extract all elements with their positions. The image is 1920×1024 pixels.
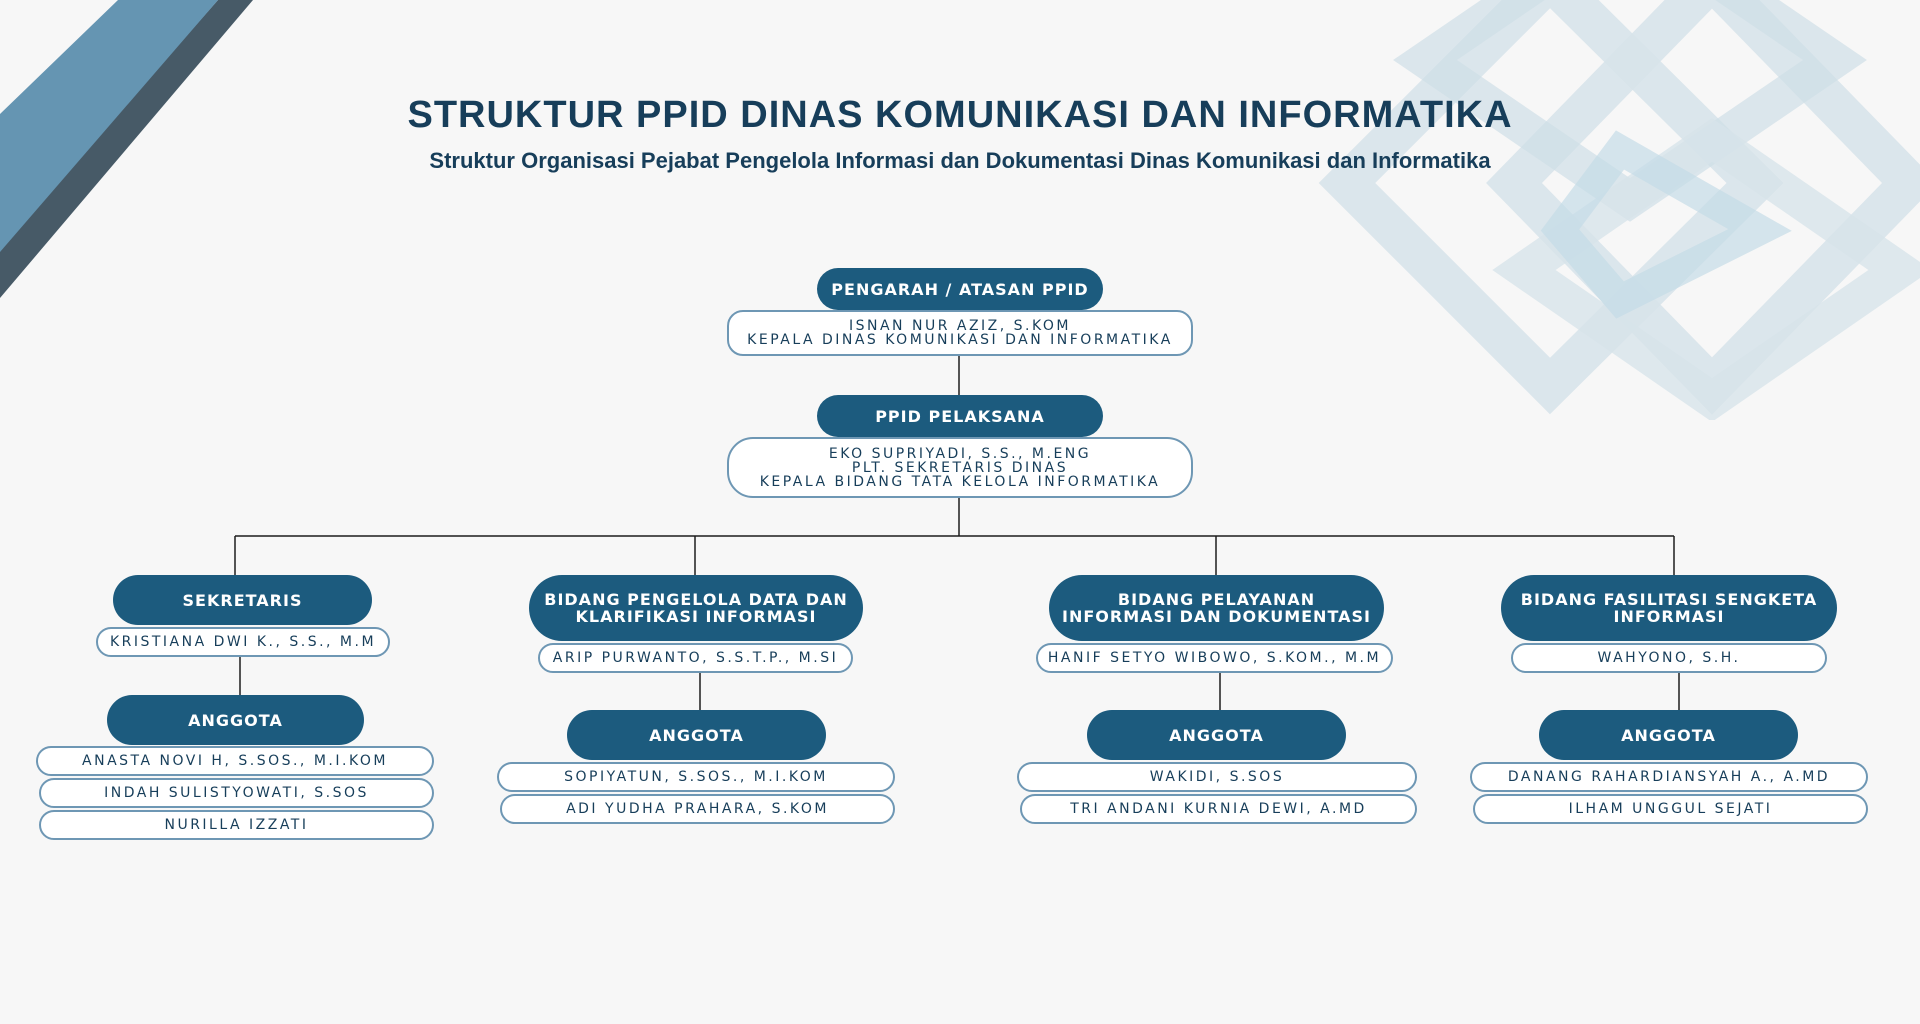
division-pelayanan-head: HANIF SETYO WIBOWO, S.KOM., M.M (1036, 643, 1393, 673)
pelaksana-box (727, 437, 1193, 498)
division-pengelola-data-members-label: ANGGOTA (567, 710, 826, 760)
pengarah-label: PENGARAH / ATASAN PPID (817, 268, 1103, 310)
division-sekretaris-member: INDAH SULISTYOWATI, S.SOS (39, 778, 434, 808)
division-sekretaris-head: KRISTIANA DWI K., S.S., M.M (96, 627, 390, 657)
division-sekretaris-member: NURILLA IZZATI (39, 810, 434, 840)
page-subtitle: Struktur Organisasi Pejabat Pengelola Informasi dan Dokumentasi Dinas Komunikasi dan Informatika (429, 148, 1491, 173)
pelaksana-position-2: KEPALA BIDANG TATA KELOLA INFORMATIKA (759, 473, 1161, 490)
division-pengelola-data-member: SOPIYATUN, S.SOS., M.I.KOM (497, 762, 895, 792)
division-pelayanan-member: WAKIDI, S.SOS (1017, 762, 1417, 792)
pelaksana-label: PPID PELAKSANA (817, 395, 1103, 437)
division-sekretaris-label: SEKRETARIS (113, 575, 372, 625)
pengarah-position: KEPALA DINAS KOMUNIKASI DAN INFORMATIKA (747, 332, 1173, 348)
division-pelayanan-members-label: ANGGOTA (1087, 710, 1346, 760)
division-fasilitasi-sengketa-members-label: ANGGOTA (1539, 710, 1798, 760)
division-pelayanan-member: TRI ANDANI KURNIA DEWI, A.MD (1020, 794, 1417, 824)
division-fasilitasi-sengketa-member: ILHAM UNGGUL SEJATI (1473, 794, 1868, 824)
page-title: STRUKTUR PPID DINAS KOMUNIKASI DAN INFORMATIKA (407, 94, 1513, 136)
division-sekretaris-member: ANASTA NOVI H, S.SOS., M.I.KOM (36, 746, 434, 776)
division-pengelola-data-label: BIDANG PENGELOLA DATA DAN KLARIFIKASI INFORMASI (529, 575, 863, 641)
division-sekretaris-members-label: ANGGOTA (107, 695, 364, 745)
division-fasilitasi-sengketa-head: WAHYONO, S.H. (1511, 643, 1827, 673)
pelaksana-name: EKO SUPRIYADI, S.S., M.ENG (828, 445, 1092, 462)
division-fasilitasi-sengketa-member: DANANG RAHARDIANSYAH A., A.MD (1470, 762, 1868, 792)
division-fasilitasi-sengketa-label: BIDANG FASILITASI SENGKETA INFORMASI (1501, 575, 1837, 641)
division-pengelola-data-head: ARIP PURWANTO, S.S.T.P., M.SI (538, 643, 853, 673)
pengarah-name: ISNAN NUR AZIZ, S.KOM (848, 318, 1072, 334)
division-pengelola-data-member: ADI YUDHA PRAHARA, S.KOM (500, 794, 895, 824)
pengarah-box (727, 310, 1193, 356)
pelaksana-position-1: PLT. SEKRETARIS DINAS (851, 459, 1069, 476)
division-pelayanan-label: BIDANG PELAYANAN INFORMASI DAN DOKUMENTASI (1049, 575, 1384, 641)
